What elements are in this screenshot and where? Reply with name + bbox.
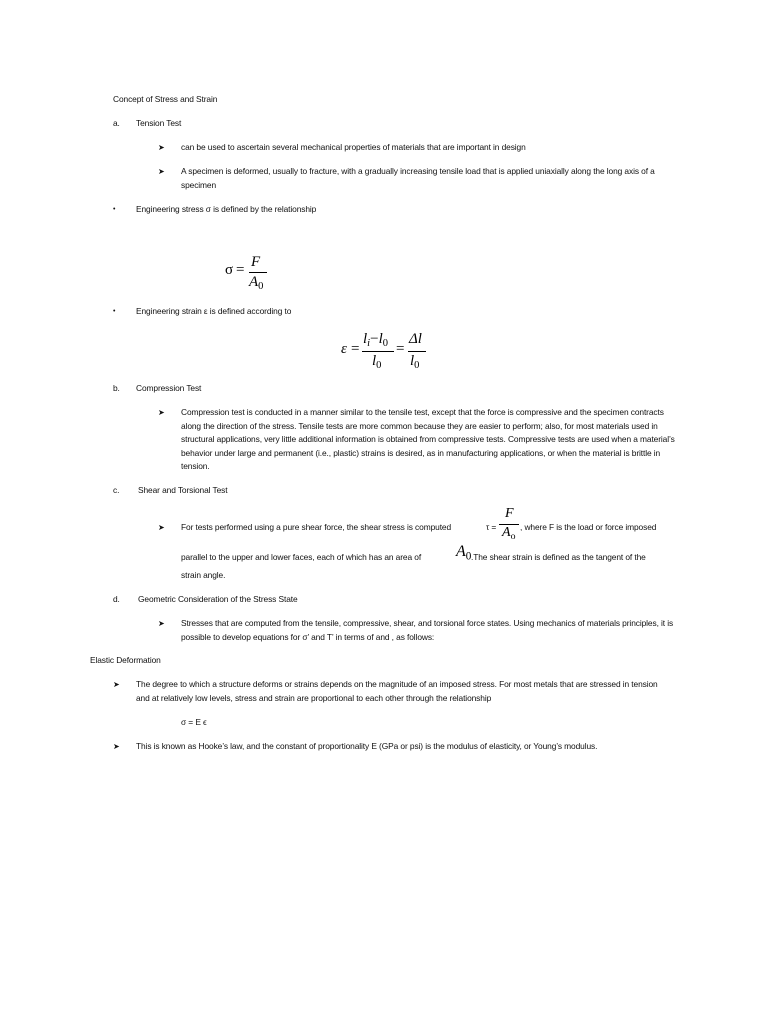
strain-formula-numerator-2: Δl: [409, 331, 422, 347]
strain-definition-text: Engineering strain ε is defined according to: [136, 306, 292, 316]
shear-fraction-numerator: F: [505, 506, 514, 521]
hookes-law-equation: σ = E ϵ: [181, 717, 207, 727]
strain-formula-fraction-bar-1: [362, 351, 394, 352]
strain-formula-numerator-1: $l_i-l_0$: [363, 331, 388, 350]
section-d-marker: d.: [113, 594, 120, 604]
area-symbol: $A_0$: [456, 543, 472, 563]
strain-formula-fraction-bar-2: [408, 351, 426, 352]
section-d-bullet-1: Stresses that are computed from the tensile, compressive, shear, and torsional force states. Using mechanics of materials principles, it is possible to develop equations for σ’ and T’ in terms of and , as follows:: [181, 618, 674, 642]
arrow-bullet-icon: ➤: [158, 167, 165, 176]
stress-formula-lhs: σ: [225, 262, 234, 278]
arrow-bullet-icon: ➤: [158, 619, 165, 628]
section-c-marker: c.: [113, 485, 120, 495]
elastic-bullet-1: The degree to which a structure deforms or strains depends on the magnitude of an imposed stress. For most metals that are stressed in tension and at relatively low levels, stress and strain are proportional to each other through the relationship: [136, 679, 658, 703]
strain-formula-lhs: ε: [341, 341, 347, 357]
section-c-line2-before: parallel to the upper and lower faces, each of which has an area of: [181, 552, 422, 562]
section-b-bullet-1: Compression test is conducted in a manner similar to the tensile test, except that the force is compressive and the specimen contracts along the direction of the stress. Tensile tests are more common because they are easier to perform; also, for most materials used in structural applications, very little additional information is obtained from compressive tests. Compressive tests are used when a material’s behavior under large and permanent (i.e., plastic) strains is desired, as in manufacturing applications, or when the material is brittle in tension.: [181, 407, 675, 471]
section-c-text-before: For tests performed using a pure shear force, the shear stress is computed: [181, 522, 452, 532]
elastic-deformation-title: Elastic Deformation: [90, 655, 161, 665]
shear-fraction-denominator: $A_o$: [502, 525, 516, 542]
arrow-bullet-icon: ➤: [113, 680, 120, 689]
section-a-bullet-1: can be used to ascertain several mechanical properties of materials that are important in design: [181, 142, 526, 152]
stress-bullet-marker: •: [113, 206, 116, 213]
arrow-bullet-icon: ➤: [158, 143, 165, 152]
section-c-text-after: , where F is the load or force imposed: [520, 522, 657, 532]
arrow-bullet-icon: ➤: [158, 408, 165, 417]
section-c-line2-after: .The shear strain is defined as the tangent of the: [471, 552, 646, 562]
section-d-title: Geometric Consideration of the Stress State: [138, 594, 298, 604]
arrow-bullet-icon: ➤: [158, 523, 165, 532]
section-a-title: Tension Test: [136, 118, 182, 128]
stress-definition-text: Engineering stress σ is defined by the relationship: [136, 204, 317, 214]
stress-formula-eq: =: [236, 262, 245, 278]
section-b-title: Compression Test: [136, 383, 202, 393]
stress-formula-denominator: $A_0$: [249, 274, 264, 293]
strain-formula-denominator-1: $l_0$: [372, 353, 382, 372]
section-c-line3: strain angle.: [181, 570, 226, 580]
stress-formula-fraction-bar: [249, 272, 267, 273]
section-c-tau: τ =: [486, 522, 497, 532]
section-a-bullet-2: A specimen is deformed, usually to fracture, with a gradually increasing tensile load that is applied uniaxially along the long axis of a specimen: [181, 166, 655, 190]
strain-formula-eq1: =: [351, 341, 360, 357]
strain-bullet-marker: •: [113, 308, 116, 315]
arrow-bullet-icon: ➤: [113, 742, 120, 751]
section-c-title: Shear and Torsional Test: [138, 485, 228, 495]
strain-formula-denominator-2: $l_0$: [410, 353, 420, 372]
stress-formula-numerator: F: [251, 254, 261, 270]
section-a-marker: a.: [113, 118, 120, 128]
section-b-marker: b.: [113, 383, 120, 393]
elastic-bullet-2: This is known as Hooke’s law, and the constant of proportionality E (GPa or psi) is the modulus of elasticity, or Young’s modulus.: [136, 741, 598, 751]
strain-formula-eq2: =: [396, 341, 405, 357]
document-heading: Concept of Stress and Strain: [113, 94, 218, 104]
